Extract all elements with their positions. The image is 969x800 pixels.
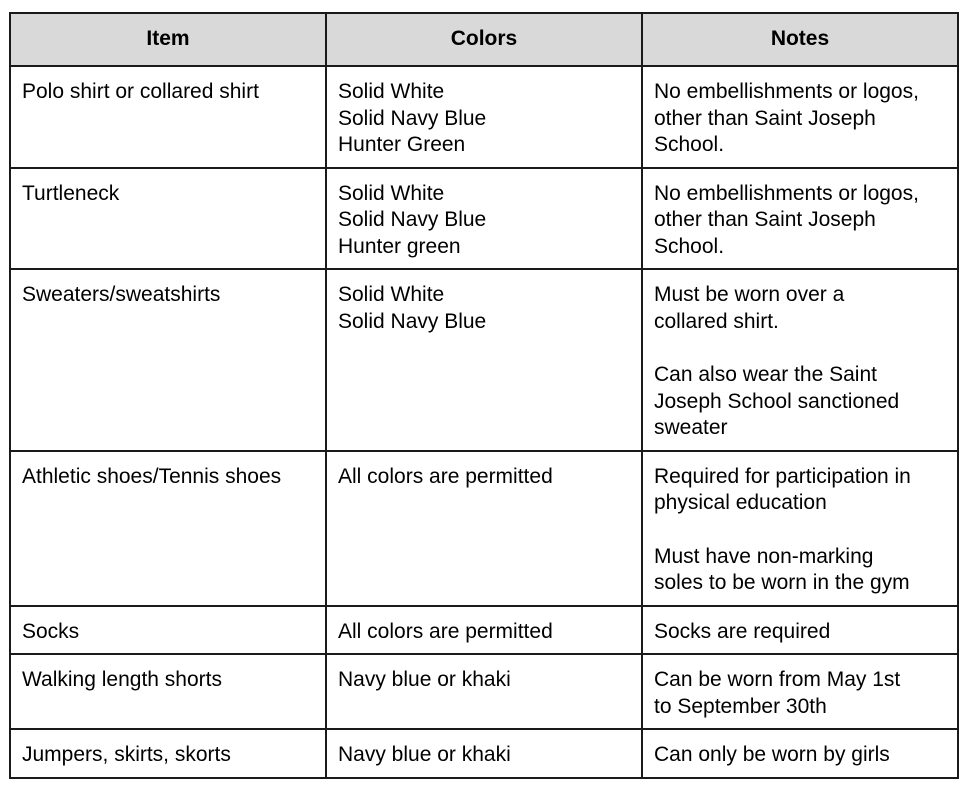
color-line: Hunter Green	[338, 133, 466, 156]
table-row	[10, 451, 958, 606]
note-line: Required for participation in	[654, 464, 911, 488]
table-row	[10, 66, 958, 168]
notes-cell	[642, 66, 958, 168]
colors-cell	[326, 654, 642, 729]
item-cell: Athletic shoes/Tennis shoes	[10, 451, 326, 606]
table-header	[10, 13, 958, 66]
color-line: All colors are permitted	[338, 464, 553, 488]
color-line: Solid Navy Blue	[338, 208, 487, 231]
color-line: Solid Navy Blue	[338, 309, 487, 333]
colors-cell	[326, 66, 642, 168]
note-line: Can be worn from May 1st	[654, 668, 901, 691]
colors-cell	[326, 606, 642, 655]
table-row	[10, 729, 958, 778]
color-line: Navy blue or khaki	[338, 743, 511, 766]
color-line: Hunter green	[338, 234, 461, 258]
color-line: Navy blue or khaki	[338, 668, 511, 691]
table-body	[10, 66, 958, 778]
header-colors: Colors	[326, 13, 642, 66]
paragraph-gap	[654, 335, 947, 362]
table-row	[10, 654, 958, 729]
note-line: to September 30th	[654, 694, 827, 718]
item-cell: Turtleneck	[10, 168, 326, 270]
header-notes: Notes	[642, 13, 958, 66]
note-line: No embellishments or logos,	[654, 80, 919, 103]
note-line: sweater	[654, 416, 728, 439]
item-cell: Polo shirt or collared shirt	[10, 66, 326, 168]
note-line: collared shirt.	[654, 309, 779, 333]
paragraph-gap	[654, 517, 947, 544]
item-cell: Walking length shorts	[10, 654, 326, 729]
color-line: Solid White	[338, 80, 445, 103]
notes-cell	[642, 451, 958, 606]
header-row	[10, 13, 958, 66]
color-line: Solid Navy Blue	[338, 106, 487, 130]
note-line: physical education	[654, 491, 827, 514]
table-row	[10, 168, 958, 270]
notes-cell	[642, 606, 958, 655]
note-line: Can only be worn by girls	[654, 743, 890, 766]
color-line: Solid White	[338, 283, 445, 306]
item-cell: Sweaters/sweatshirts	[10, 269, 326, 451]
header-item: Item	[10, 13, 326, 66]
note-line: Socks are required	[654, 619, 831, 643]
colors-cell	[326, 729, 642, 778]
note-line: Can also wear the Saint	[654, 363, 877, 386]
item-cell: Socks	[10, 606, 326, 655]
notes-cell	[642, 729, 958, 778]
colors-cell	[326, 269, 642, 451]
note-line: soles to be worn in the gym	[654, 571, 910, 594]
note-line: other than Saint Joseph	[654, 208, 876, 231]
note-line: other than Saint Joseph	[654, 106, 876, 130]
note-line: Must be worn over a	[654, 283, 845, 306]
notes-cell	[642, 654, 958, 729]
notes-cell	[642, 168, 958, 270]
note-line: Joseph School sanctioned	[654, 389, 900, 413]
notes-cell	[642, 269, 958, 451]
color-line: Solid White	[338, 181, 445, 205]
color-line: All colors are permitted	[338, 619, 553, 643]
note-line: School.	[654, 133, 725, 156]
note-line: Must have non-marking	[654, 544, 874, 568]
dress-code-table	[9, 12, 959, 779]
table-row	[10, 269, 958, 451]
note-line: School.	[654, 234, 725, 258]
colors-cell	[326, 168, 642, 270]
table-row	[10, 606, 958, 655]
note-line: No embellishments or logos,	[654, 181, 919, 205]
item-cell: Jumpers, skirts, skorts	[10, 729, 326, 778]
colors-cell	[326, 451, 642, 606]
